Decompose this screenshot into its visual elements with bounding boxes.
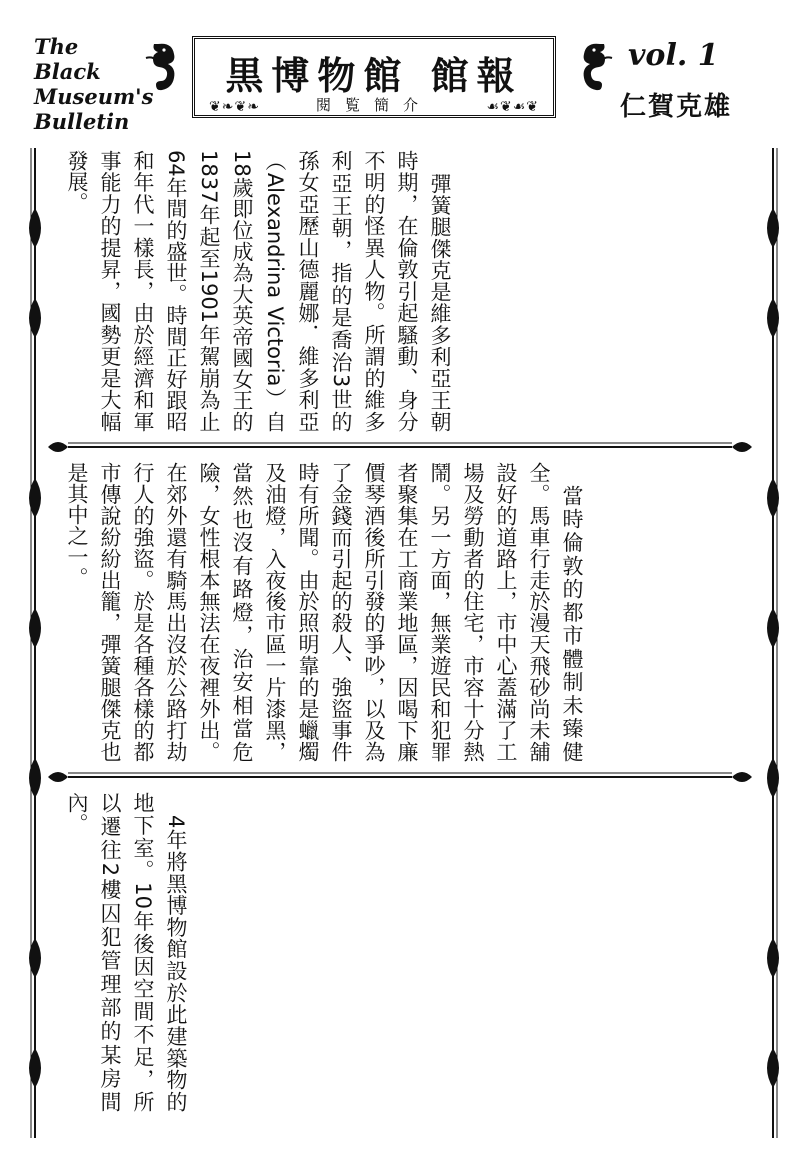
masthead (0, 0, 800, 140)
seahorse-ornament-icon (140, 40, 186, 96)
paragraph: 當時倫敦的都市體制未臻健全。馬車行走於漫天飛砂尚未舖設好的道路上，市中心蓋滿了工場及勞動者的住宅，市容十分熱鬧。另一方面，無業遊民和犯罪者聚集在工商業地區，因喝下廉價琴酒後所引發的爭吵，以及為了金錢而引起的殺人、強盜事件時有所聞。由於照明靠的是蠟燭及油燈，入夜後市區一片漆黑，當然也沒有路燈，治安相當危險，女性根本無法在夜裡外出。在郊外還有騎馬出沒於公路打劫行人的強盜。於是各種各樣的都市傳說紛紛出籠，彈簧腿傑克也是其中之一。 (65, 462, 584, 762)
logo-line: The (34, 34, 79, 59)
logo-line: Black (34, 59, 101, 84)
scroll-ornament-divider-icon (48, 436, 752, 458)
scroll-ornament-divider-icon (48, 766, 752, 788)
title-box (192, 36, 556, 118)
seahorse-ornament-icon (572, 40, 618, 96)
logo-line: Bulletin (34, 109, 130, 134)
ornament-right-icon: ☙❦☙❦ (486, 99, 539, 115)
author-name: 仁賀克雄 (620, 92, 733, 122)
paragraph: 彈簧腿傑克是維多利亞王朝時期，在倫敦引起騷動、身分不明的怪異人物。所謂的維多利亞王朝，指的是喬治3世的孫女亞歷山德麗娜．維多利亞（Alexandrina Victoria）自18歲即位成為大英帝國女王的1837年起至1901年駕崩為止64年間的盛世。時間正好跟昭和年代一樣長，由於經濟和軍事能力的提昇，國勢更是大幅發展。 (65, 150, 452, 432)
vine-border-right-icon (758, 148, 788, 1138)
ornament-left-icon: ❦❧❦❧ (209, 99, 260, 115)
bulletin-subtitle: 閱覧簡介 (315, 96, 432, 114)
text-band-2 (60, 462, 720, 762)
text-band-1 (60, 150, 720, 432)
bulletin-title: 黒博物館 館報 (225, 53, 523, 98)
logo-line: Museum's (34, 84, 154, 109)
vine-border-left-icon (20, 148, 50, 1138)
text-band-3 (60, 792, 720, 1112)
volume-label: vol. 1 (628, 38, 719, 73)
paragraph: 4年將黑博物館設於此建築物的地下室。10年後因空間不足，所以遷往2樓囚犯管理部的某房間內。 (65, 792, 188, 1112)
